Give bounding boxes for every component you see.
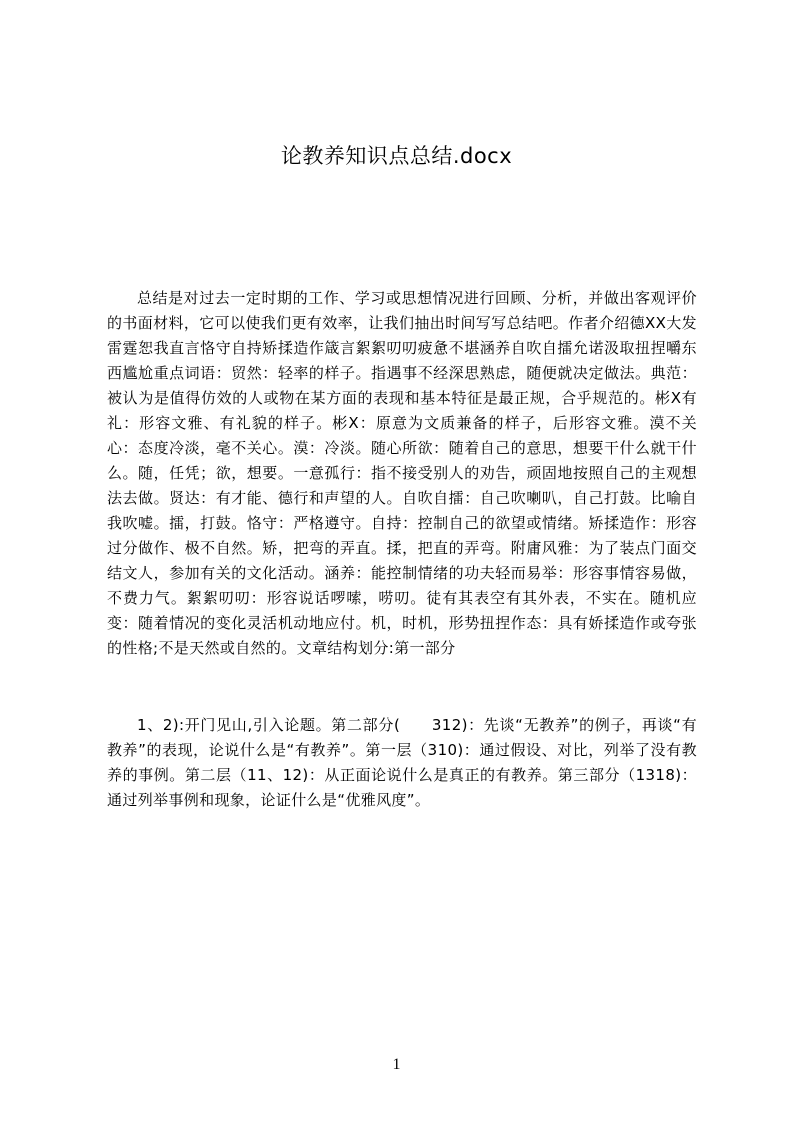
document-title: 论教养知识点总结.docx xyxy=(280,144,513,168)
page-number: 1 xyxy=(392,1056,401,1073)
body-paragraph-structure: 1、2):开门见山,引入论题。第二部分( 312)：先谈“无教养”的例子，再谈“有教养”的表现，论说什么是“有教养”。第一层（310)：通过假设、对比，列举了没有教养的事例。第二层（11、12)：从正面论说什么是真正的有教养。第三部分（1318)：通过列举事例和现象，论证什么是“优雅风度”。 xyxy=(107,716,697,809)
body-paragraph-summary: 总结是对过去一定时期的工作、学习或思想情况进行回顾、分析，并做出客观评价的书面材料，它可以使我们更有效率，让我们抽出时间写写总结吧。作者介绍德XX大发雷霆恕我直言恪守自持矫揉造作箴言絮絮叨叨疲惫不堪涵养自吹自擂允诺汲取扭捏嚼东西尴尬重点词语：贸然：轻率的样子。指遇事不经深思熟虑，随便就决定做法。典范：被认为是值得仿效的人或物在某方面的表现和基本特征是最正规，合乎规范的。彬X有礼：形容文雅、有礼貌的样子。彬X：原意为文质兼备的样子，后形容文雅。漠不关心：态度冷淡，毫不关心。漠：冷淡。随心所欲：随着自己的意思，想要干什么就干什么。随，任凭；欲，想要。一意孤行：指不接受别人的劝告，顽固地按照自己的主观想法去做。贤达：有才能、德行和声望的人。自吹自擂：自己吹喇叭，自己打鼓。比喻自我吹嘘。擂，打鼓。恪守：严格遵守。自持：控制自己的欲望或情绪。矫揉造作：形容过分做作、极不自然。矫，把弯的弄直。揉，把直的弄弯。附庸风雅：为了装点门面交结文人，参加有关的文化活动。涵养：能控制情绪的功夫轻而易举：形容事情容易做，不费力气。絮絮叨叨：形容说话啰嗦，唠叨。徒有其表空有其外表，不实在。随机应变：随着情况的变化灵活机动地应付。机，时机，形势扭捏作态：具有娇揉造作或夸张的性格;不是天然或自然的。文章结构划分:第一部分 xyxy=(107,289,697,657)
